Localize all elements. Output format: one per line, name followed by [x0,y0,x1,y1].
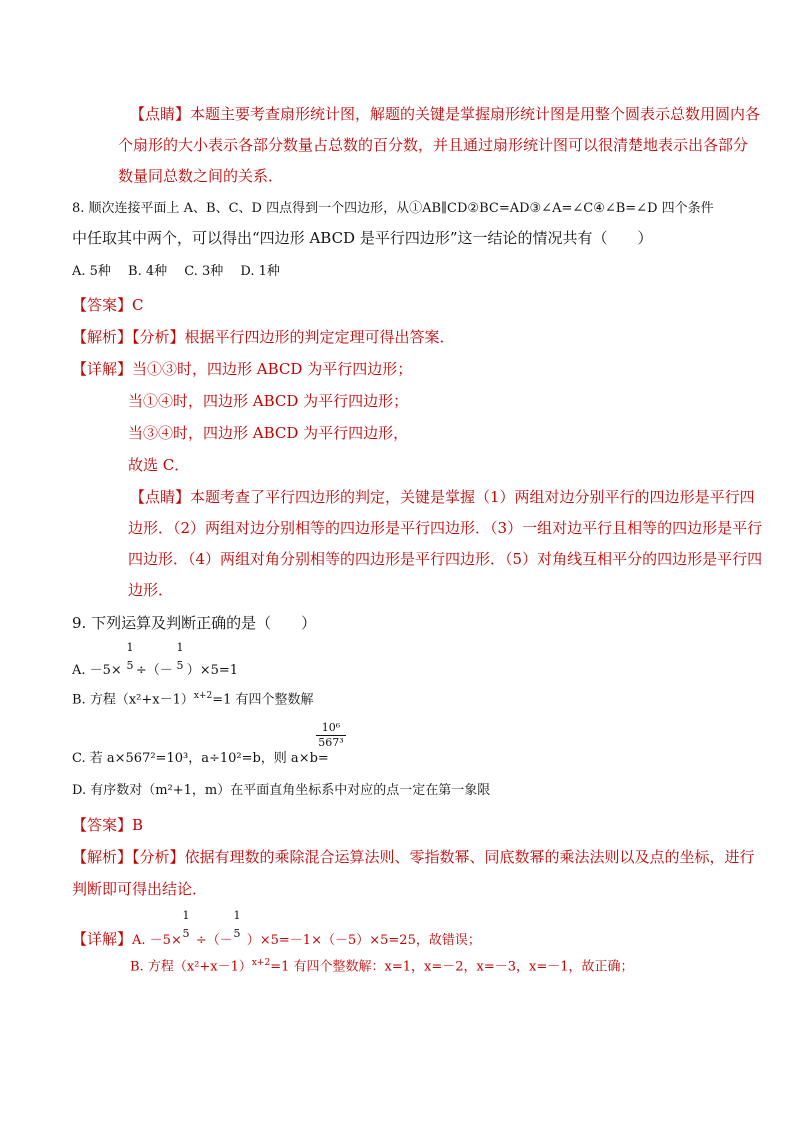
dianjing-paragraph-line2: 个扇形的大小表示各部分数量占总数的百分数，并且通过扇形统计图可以很清楚地表示出各部分 [118,136,749,154]
q9-analysis-line1 [72,847,755,867]
detail-tag: 【详解】 [72,360,133,378]
detail-b-suffix: =1 有四个整数解：x=1，x=－2，x=－3，x=－1，故正确； [270,959,634,975]
answer-value: B [132,816,144,834]
q8-dianjing-line3: 四边形．（4）两组对角分别相等的四边形是平行四边形．（5）对角线互相平分的四边形是平行四 [128,550,763,568]
detail-b-text: B. 方程（x²+x－1） [130,959,252,975]
q9-stem: 9. 下列运算及判断正确的是（ ） [72,614,317,632]
analysis-text: 根据平行四边形的判定定理可得出答案． [184,328,455,346]
detail-tag: 【详解】 [72,930,133,948]
q9-option-d: D. 有序数对（m²+1，m）在平面直角坐标系中对应的点一定在第一象限 [72,783,491,798]
fraction-denominator: 5 [126,659,134,672]
dianjing-paragraph-line3: 数量同总数之间的关系． [118,167,284,185]
analysis-tag: 【解析】【分析】 [72,328,185,346]
detail-text: 当①③时，四边形 ABCD 为平行四边形； [132,360,413,378]
analysis-text: 依据有理数的乘除混合运算法则、零指数幂、同底数幂的乘法法则以及点的坐标，进行 [184,848,755,866]
q9-option-c: C. 若 a×567²=10³，a÷10²=b，则 a×b= [72,751,329,766]
option-a-suffix: ）×5=1 [186,663,239,678]
q9-detail-a [72,929,481,951]
q8-analysis [72,327,455,347]
dianjing-text: 本题考查了平行四边形的判定，关键是掌握（1）两组对边分别平行的四边形是平行四 [190,488,755,506]
detail-a-prefix: A. －5× [132,933,182,948]
analysis-tag: 【解析】【分析】 [72,848,185,866]
fraction-one-fifth-a2 [175,642,185,672]
q9-detail-b [130,953,633,977]
answer-value: C [132,296,144,314]
q8-dianjing-line1 [130,487,755,507]
fraction-one-fifth-a1 [125,642,135,672]
q9-option-a [72,661,238,681]
q8-options: A. 5种 B. 4种 C. 3种 D. 1种 [72,264,280,279]
fraction-numerator: 1 [176,641,184,654]
q8-answer [72,295,144,315]
q8-detail-line2: 当①④时，四边形 ABCD 为平行四边形； [128,392,409,410]
answer-tag: 【答案】 [72,816,133,834]
fraction-denominator: 567³ [318,736,344,749]
q8-detail-line3: 当③④时，四边形 ABCD 为平行四边形， [128,424,409,442]
fraction-one-fifth-d1 [181,910,191,940]
fraction-denominator: 5 [233,927,241,940]
fraction-numerator: 10⁶ [321,721,341,734]
fraction-option-c [316,722,346,749]
q8-detail-line1 [72,359,412,379]
option-a-middle: ÷（－ [135,663,173,678]
option-b-suffix: =1 有四个整数解 [212,692,314,708]
fraction-numerator: 1 [233,909,241,922]
dianjing-tag: 【点睛】 [130,105,191,123]
q9-option-b [72,686,314,710]
q8-dianjing-line4: 边形． [128,581,174,599]
q9-analysis-line2: 判断即可得出结论． [72,880,208,898]
q8-detail-line4: 故选 C． [128,456,190,474]
detail-b-exponent: x+2 [251,958,271,968]
dianjing-tag: 【点睛】 [130,488,191,506]
option-a-prefix: A. －5× [72,663,122,678]
detail-a-middle: ÷（－ [195,933,233,948]
fraction-one-fifth-d2 [232,910,242,940]
detail-a-suffix: ）×5=－1×（－5）×5=25，故错误； [246,933,481,948]
fraction-numerator: 1 [126,641,134,654]
option-b-text: B. 方程（x²+x－1） [72,692,194,708]
fraction-denominator: 5 [176,659,184,672]
option-b-exponent: x+2 [193,691,213,701]
dianjing-paragraph-line1 [130,104,760,124]
q8-dianjing-line2: 边形．（2）两组对边分别相等的四边形是平行四边形．（3）一组对边平行且相等的四边形是平行 [128,519,763,537]
fraction-denominator: 5 [182,927,190,940]
q8-stem-line1: 8. 顺次连接平面上 A、B、C、D 四点得到一个四边形，从①AB∥CD②BC=AD③∠A=∠C④∠B=∠D 四个条件 [72,201,714,216]
fraction-numerator: 1 [182,909,190,922]
answer-tag: 【答案】 [72,296,133,314]
dianjing-text: 本题主要考查扇形统计图，解题的关键是掌握扇形统计图是用整个圆表示总数用圆内各 [190,105,761,123]
q9-answer [72,815,143,835]
q8-stem-line2: 中任取其中两个，可以得出“四边形 ABCD 是平行四边形”这一结论的情况共有（ ） [72,229,653,247]
